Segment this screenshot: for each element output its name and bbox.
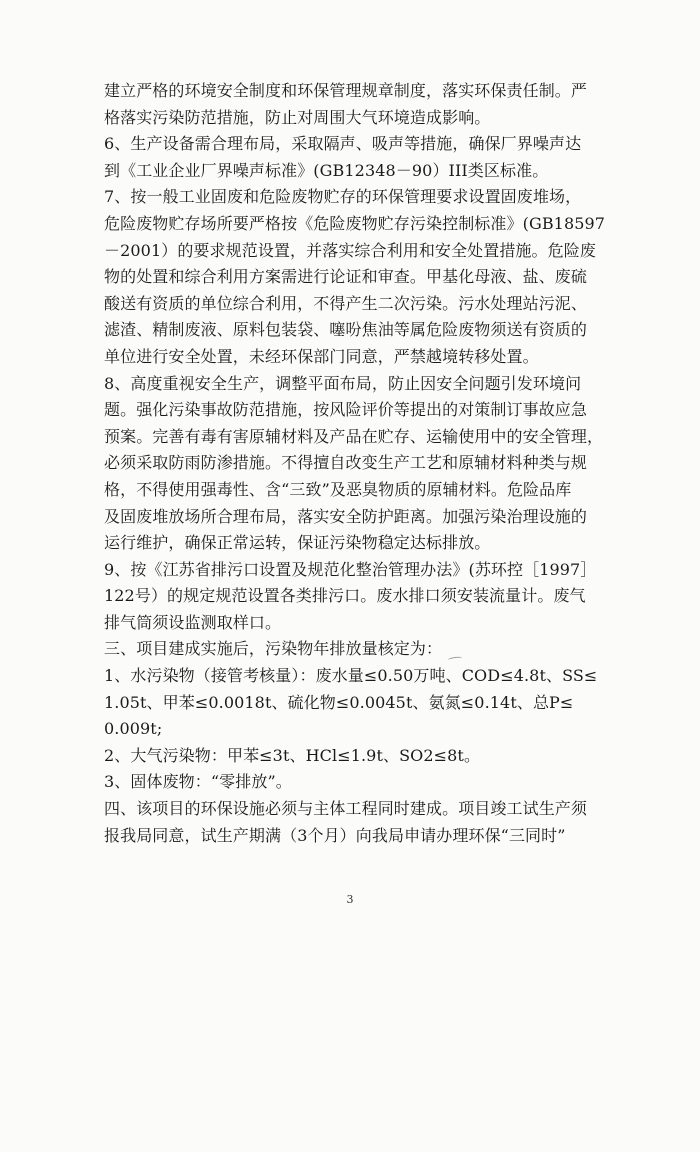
text-line: 格，不得使用强毒性、含“三致”及恶臭物质的原辅材料。危险品库 [104, 479, 572, 499]
text-line: 格落实污染防范措施，防止对周围大气环境造成影响。 [104, 107, 491, 127]
text-line: 题。强化污染事故防范措施，按风险评价等提出的对策制订事故应急 [104, 400, 588, 420]
text-line: 建立严格的环境安全制度和环保管理规章制度，落实环保责任制。严 [104, 81, 588, 100]
text-line: 3、固体废物：“零排放”。 [104, 772, 292, 792]
body-text [104, 78, 606, 849]
text-line: 滤渣、精制废液、原料包装袋、噻吩焦油等属危险废物须送有资质的 [104, 320, 588, 340]
text-line: －2001）的要求规范设置，并落实综合利用和安全处置措施。危险废 [104, 240, 596, 260]
text-line: 1.05t、甲苯≤0.0018t、硫化物≤0.0045t、氨氮≤0.14t、总P≤ [104, 692, 574, 712]
text-line: 1、水污染物（接管考核量）：废水量≤0.50万吨、COD≤4.8t、SS≤ [104, 666, 598, 686]
text-line: 6、生产设备需合理布局，采取隔声、吸声等措施，确保厂界噪声达 [104, 134, 582, 154]
text-line: 物的处置和综合利用方案需进行论证和审查。甲基化母液、盐、废硫 [104, 267, 588, 287]
text-line: 四、该项目的环保设施必须与主体工程同时建成。项目竣工试生产须 [104, 799, 588, 819]
text-line: 必须采取防雨防渗措施。不得擅自改变生产工艺和原辅材料种类与规 [104, 453, 588, 473]
text-line: 7、按一般工业固废和危险废物贮存的环保管理要求设置固废堆场， [104, 187, 582, 207]
text-line: 预案。完善有毒有害原辅材料及产品在贮存、运输使用中的安全管理， [104, 426, 604, 446]
text-line: 及固废堆放场所合理布局，落实安全防护距离。加强污染治理设施的 [104, 506, 588, 526]
text-line: 排气筒须设监测取样口。 [104, 612, 282, 632]
text-line: 8、高度重视安全生产，调整平面布局，防止因安全问题引发环境问 [104, 373, 582, 393]
text-line: 危险废物贮存场所要严格按《危险废物贮存污染控制标准》(GB18597 [104, 213, 606, 233]
text-line: 2、大气污染物：甲苯≤3t、HCl≤1.9t、SO2≤8t。 [104, 745, 481, 765]
text-line: 报我局同意，试生产期满（3个月）向我局申请办理环保“三同时” [104, 825, 566, 845]
text-line: 到《工业企业厂界噪声标准》(GB12348－90）III类区标准。 [104, 160, 549, 180]
text-line: 单位进行安全处置，未经环保部门同意，严禁越境转移处置。 [104, 346, 539, 366]
text-line: 122号）的规定规范设置各类排污口。废水排口须安装流量计。废气 [104, 586, 586, 606]
text-line: 9、按《江苏省排污口设置及规范化整治管理办法》(苏环控［1997］ [104, 559, 597, 579]
text-line: 三、项目建成实施后，污染物年排放量核定为： [104, 639, 443, 659]
page-number: 3 [346, 893, 354, 906]
text-line: 0.009t; [104, 719, 163, 739]
text-line: 运行维护，确保正常运转，保证污染物稳定达标排放。 [104, 533, 491, 553]
text-line: 酸送有资质的单位综合利用，不得产生二次污染。污水处理站污泥、 [104, 293, 588, 313]
